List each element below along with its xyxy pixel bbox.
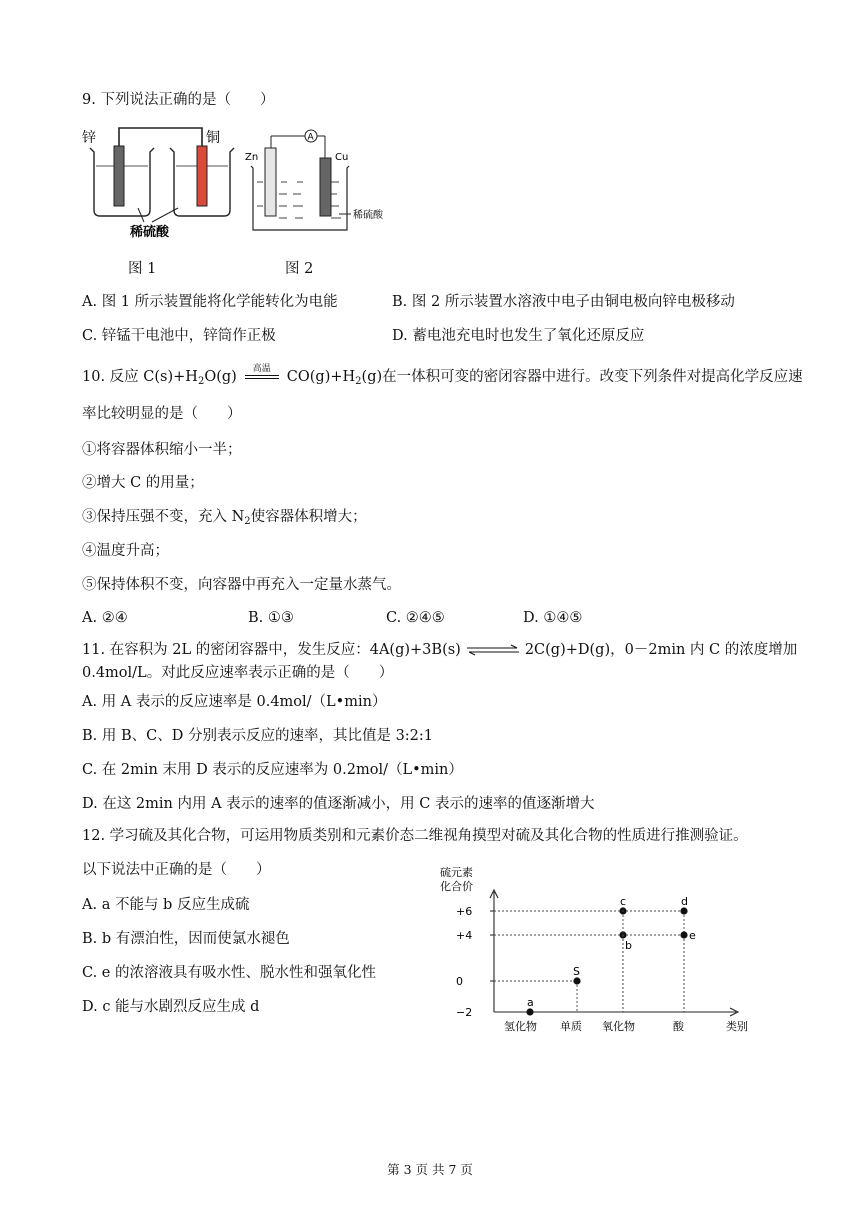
fig2-caption: 图 2 [285,261,314,277]
q10-item-4: ④温度升高； [82,543,169,559]
cu-electrode [320,158,331,216]
reaction-condition: 高温 [241,367,283,387]
chart-point-d [680,907,687,914]
chart-point-label-e: e [689,929,696,942]
fig2-cu-label: Cu [335,152,349,163]
q12-stem-line1: 12. 学习硫及其化合物，可运用物质类别和元素价态二维视角摸型对硫及其化合物的性质进行推测验证。 [82,828,748,844]
chart-point-label-c: c [620,895,627,908]
q10-stem-line1: 10. 反应 $C(s)+H_2O(g)$ 高温 $CO(g)+H_2(g)$在一体积可变的密闭容器中进行。改变下列条件对提高化学反应速 [82,364,803,387]
fig1-caption: 图 1 [128,261,157,277]
zn-electrode [265,148,276,216]
chart-point-e [680,931,687,938]
chart-point-label-S: S [573,965,580,978]
chart-point-label-b: b [625,939,632,952]
chart-point-S [573,977,580,984]
chart-xtick: 单质 [560,1020,582,1033]
chart-ytick: −2 [456,1006,473,1019]
chart-point-a [526,1008,533,1015]
svg-text:A: A [307,132,314,143]
chart-xtick: 酸 [673,1020,684,1033]
q10-item-5: ⑤保持体积不变，向容器中再充入一定量水蒸气。 [82,577,401,593]
q12-option-b: B. b 有漂泊性，因而使氯水褪色 [82,931,290,947]
chart-point-label-d: d [681,895,688,908]
q12-stem-line2: 以下说法中正确的是（ ） [82,862,271,878]
q10-stem-line2: 率比较明显的是（ ） [82,406,242,422]
chart-ytick: +4 [456,929,473,942]
q10-option-a: A. ②④ [82,610,128,626]
q11-stem-line2: 0.4mol/L。对此反应速率表示正确的是（ ） [82,665,394,681]
chart-ylabel-line2: 化合价 [440,880,473,893]
sulfur-valence-chart [430,862,770,1037]
q12-option-d: D. c 能与水剧烈反应生成 d [82,999,260,1015]
fig2-zn-label: Zn [245,152,259,163]
q11-option-a: A. 用 A 表示的反应速率是 0.4mol/（L•min） [82,694,387,710]
q9-option-c: C. 锌锰干电池中，锌筒作正极 [82,328,276,344]
fig1-copper-label: 铜 [206,130,220,146]
q11-option-b: B. 用 B、C、D 分别表示反应的速率，其比值是 3:2:1 [82,728,434,744]
q10-option-d: D. ①④⑤ [523,610,583,626]
q12-option-a: A. a 不能与 b 反应生成硫 [82,897,250,913]
chart-ytick: +6 [456,905,473,918]
q12-option-c: C. e 的浓溶液具有吸水性、脱水性和强氧化性 [82,965,376,981]
equilibrium-arrow-icon [465,644,521,656]
q10-item-3: ③保持压强不变，充入 $N_2$使容器体积增大； [82,509,367,527]
fig1-acid-label: 稀硫酸 [130,225,170,240]
q9-option-d: D. 蓄电池充电时也发生了氧化还原反应 [392,328,645,344]
zinc-electrode [114,146,124,206]
q11-stem-line1: 11. 在容积为 2L 的密闭容器中，发生反应：4A(g)+3B(s) 2C(g)+D(g)，0－2min 内 C 的浓度增加 [82,642,798,658]
fig2-acid-label: 稀硫酸 [353,210,383,221]
q9-option-b: B. 图 2 所示装置水溶液中电子由铜电极向锌电极移动 [392,294,735,310]
q10-item-1: ①将容器体积缩小一半； [82,442,242,458]
chart-xtick: 氧化物 [602,1020,635,1033]
q11-option-d: D. 在这 2min 内用 A 表示的速率的值逐渐减小，用 C 表示的速率的值逐渐增大 [82,796,595,812]
q11-option-c: C. 在 2min 末用 D 表示的反应速率为 0.2mol/（L•min） [82,762,463,778]
figure-2-galvanic-cell [243,126,403,236]
chart-ytick: 0 [456,975,463,988]
chart-ylabel-line1: 硫元素 [440,866,473,879]
page-footer: 第 3 页 共 7 页 [387,1162,473,1177]
chart-xlabel: 类别 [726,1020,748,1033]
chart-xtick: 氢化物 [504,1020,537,1033]
q10-option-c: C. ②④⑤ [386,610,445,626]
q9-stem: 9. 下列说法正确的是（ ） [82,92,275,108]
fig1-zinc-label: 锌 [82,130,96,146]
chart-point-label-a: a [527,996,534,1009]
copper-electrode [197,146,207,206]
figure-1-zinc-copper-cell [78,122,238,242]
q9-option-a: A. 图 1 所示装置能将化学能转化为电能 [82,294,338,310]
q10-item-2: ②增大 C 的用量； [82,475,204,491]
q10-option-b: B. ①③ [248,610,294,626]
